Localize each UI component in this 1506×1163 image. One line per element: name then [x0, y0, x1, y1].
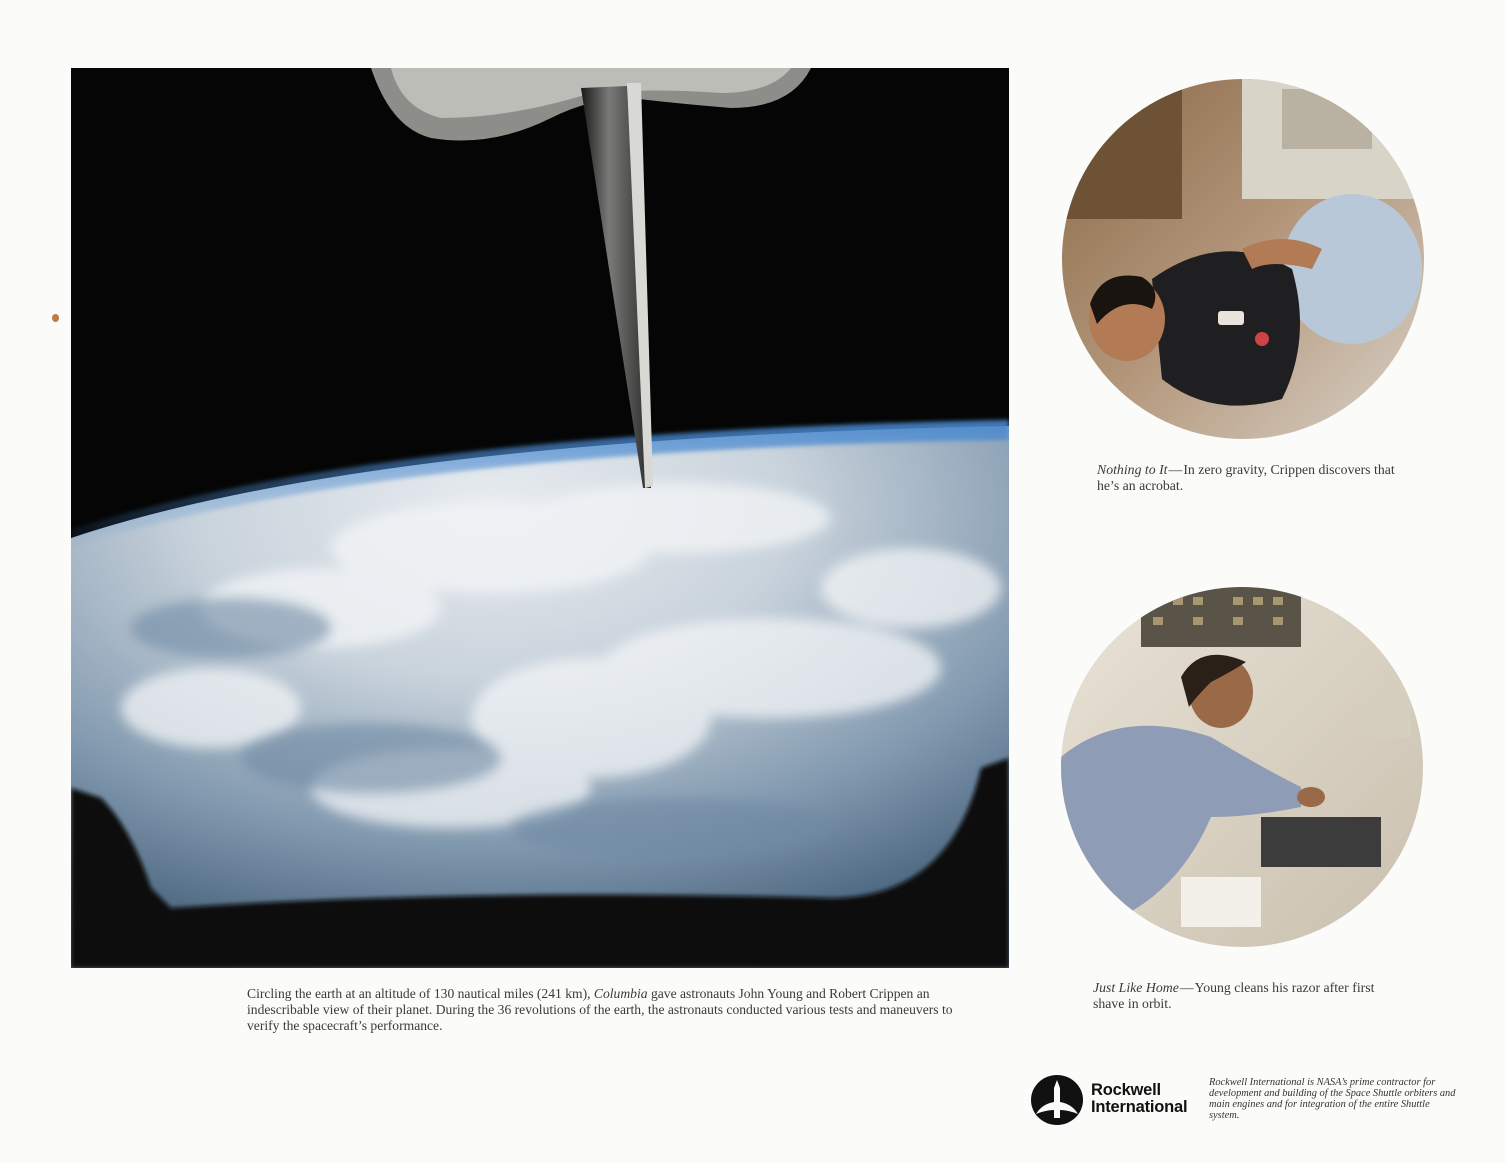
rockwell-emblem-icon — [1030, 1074, 1084, 1126]
rockwell-logo — [1030, 1074, 1198, 1126]
logo-line-2: International — [1091, 1098, 1188, 1116]
caption-part-1: Circling the earth at an altitude of 130 nautical miles (241 km), — [247, 986, 594, 1001]
contractor-note: Rockwell International is NASA’s prime contractor for development and building of the Space Shuttle orbiters and main engines and for integration of the entire Shuttle system. — [1209, 1077, 1456, 1121]
logo-line-1: Rockwell — [1091, 1081, 1161, 1099]
caption-dash: — — [1179, 980, 1194, 995]
rockwell-wordmark — [1091, 1082, 1187, 1116]
caption-dash: — — [1168, 462, 1183, 477]
caption-part-2: gave astronauts John Young and Robert Crippen an indescribable view of their planet. During the 36 revolutions of the earth, the astronauts conducted various tests and maneuvers to verify the spacecraft’s performance. — [247, 986, 953, 1033]
young-caption — [1093, 980, 1393, 1012]
young-razor-photo — [1061, 587, 1423, 947]
crippen-floating-photo — [1062, 79, 1424, 439]
paper-speck — [52, 314, 59, 322]
caption-title: Just Like Home — [1093, 980, 1179, 995]
caption-text: In zero gravity, Crippen discovers that he’s an acrobat. — [1097, 462, 1395, 493]
main-photo-caption — [247, 986, 987, 1034]
crippen-caption — [1097, 462, 1397, 494]
caption-shuttle-name: Columbia — [593, 986, 648, 1001]
caption-title: Nothing to It — [1097, 462, 1168, 477]
caption-text: Young cleans his razor after first shave in orbit. — [1093, 980, 1375, 1011]
earth-from-orbit-photo — [71, 68, 1009, 968]
